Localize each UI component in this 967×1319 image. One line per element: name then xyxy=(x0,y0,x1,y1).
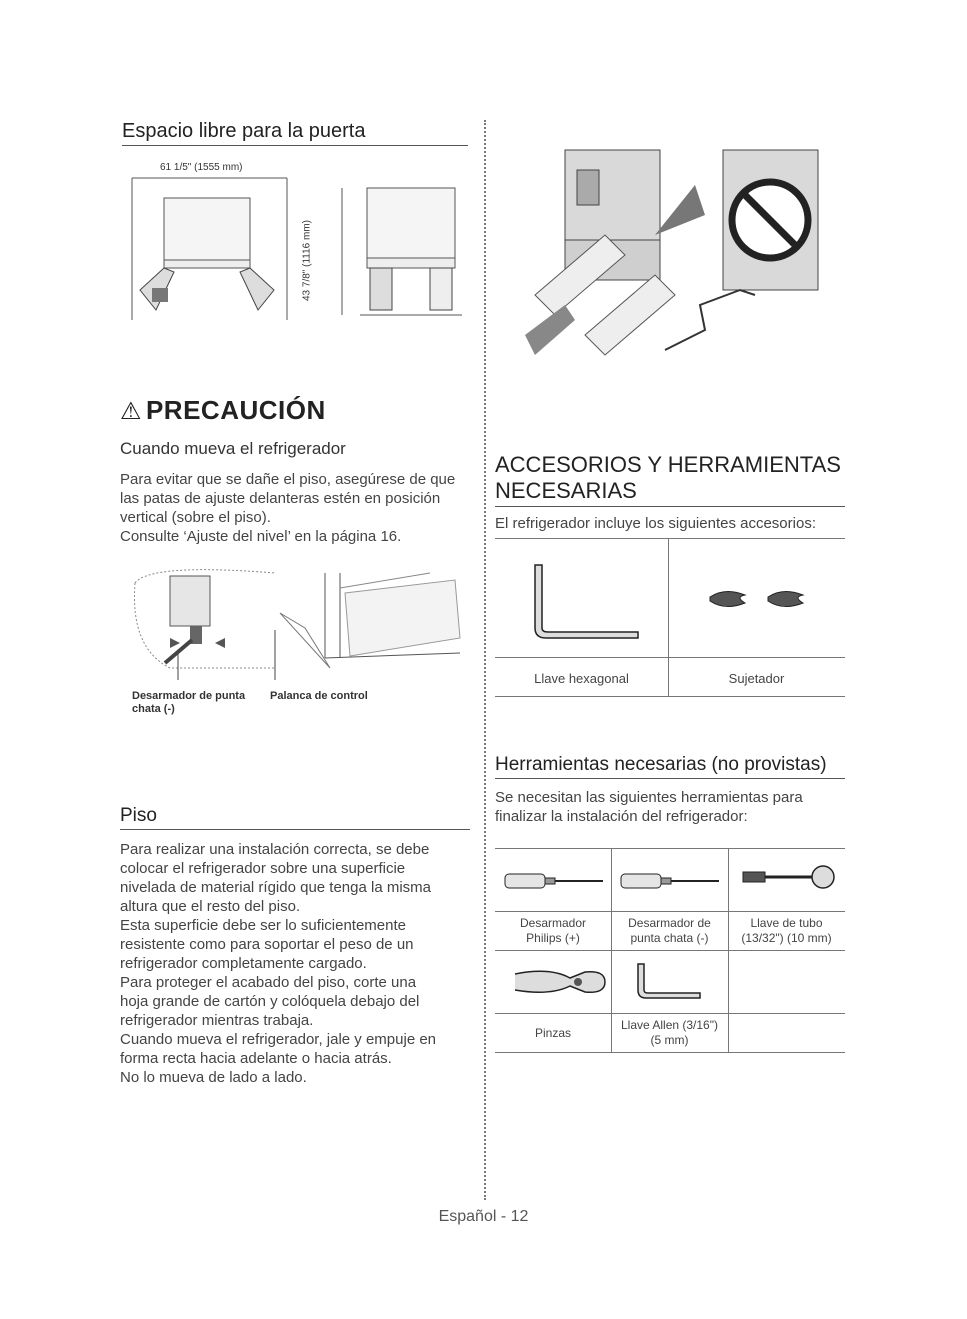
hex-key-icon xyxy=(520,560,650,645)
caution-text-line: Para evitar que se dañe el piso, asegúrese de que xyxy=(120,471,456,488)
table-rule xyxy=(495,696,845,697)
caution-text-line: las patas de ajuste delanteras estén en posición xyxy=(120,490,441,507)
tools-title: Herramientas necesarias (no provistas) xyxy=(495,754,845,779)
accessories-title-line: NECESARIAS xyxy=(495,478,637,503)
accessories-title-line: ACCESORIOS Y HERRAMIENTAS xyxy=(495,452,841,477)
floor-text-line: colocar el refrigerador sobre una superficie xyxy=(120,860,406,877)
allen-key-icon xyxy=(630,960,710,1006)
tool-label-line: Desarmador xyxy=(519,916,587,930)
tool-label xyxy=(611,1018,728,1048)
floor-text-line: Cuando mueva el refrigerador, jale y empuje en xyxy=(120,1031,437,1048)
floor-text-line: altura que el resto del piso. xyxy=(120,898,301,915)
caution-text-line: Consulte ‘Ajuste del nivel’ en la página 16. xyxy=(120,528,402,545)
floor-text-line: nivelada de material rígido que tenga la misma xyxy=(120,879,432,896)
caution-text xyxy=(120,470,470,546)
table-rule xyxy=(495,911,845,912)
floor-text-line: resistente como para soportar el peso de un xyxy=(120,936,414,953)
accessory-label: Llave hexagonal xyxy=(534,671,629,686)
accessory-label: Sujetador xyxy=(728,671,785,686)
warning-icon: ⚠ xyxy=(120,398,142,425)
caution-title: PRECAUCIÓN xyxy=(145,395,326,425)
column-divider xyxy=(484,120,486,1200)
floor-title: Piso xyxy=(120,805,470,830)
floor-text-line: Esta superficie debe ser lo suficientemente xyxy=(120,917,406,934)
tool-label-line: Philips (+) xyxy=(526,931,580,945)
width-dimension-label: 61 1/5" (1555 mm) xyxy=(160,162,243,173)
floor-text-line: No lo mueva de lado a lado. xyxy=(120,1069,307,1086)
tool-label xyxy=(611,916,728,946)
caution-text-line: vertical (sobre el piso). xyxy=(120,509,271,526)
caution-subtitle: Cuando mueva el refrigerador xyxy=(120,439,346,458)
table-rule xyxy=(495,1013,845,1014)
floor-text-line: Para proteger el acabado del piso, corte una xyxy=(120,974,417,991)
tool-label-line: Llave de tubo xyxy=(750,916,823,930)
accessories-title xyxy=(495,452,845,507)
tool-label-line: (5 mm) xyxy=(650,1033,689,1047)
phillips-screwdriver-icon xyxy=(503,870,608,894)
floor-text-line: forma recta hacia adelante o hacia atrás. xyxy=(120,1050,392,1067)
moving-fridge-illustration xyxy=(505,145,835,375)
door-clearance-figure xyxy=(122,160,472,330)
table-rule xyxy=(495,848,845,849)
tool-label: Pinzas xyxy=(534,1026,572,1040)
table-rule xyxy=(495,538,845,539)
pliers-icon xyxy=(510,962,610,1004)
tool-label xyxy=(728,916,845,946)
floor-text-line: refrigerador mientras trabaja. xyxy=(120,1012,314,1029)
tool-label-line: (13/32") (10 mm) xyxy=(741,931,832,945)
door-clearance-title: Espacio libre para la puerta xyxy=(122,120,468,146)
table-rule xyxy=(495,657,845,658)
caption-control-lever: Palanca de control xyxy=(270,690,368,702)
leg-adjust-drawing xyxy=(130,568,470,683)
height-dimension-label: 43 7/8" (1116 mm) xyxy=(301,220,313,301)
tool-label-line: Llave Allen (3/16") xyxy=(621,1018,718,1032)
floor-text xyxy=(120,840,470,1087)
flathead-screwdriver-icon xyxy=(619,870,724,894)
moving-fridge-drawing xyxy=(505,145,835,375)
floor-text-line: Para realizar una instalación correcta, se debe xyxy=(120,841,430,858)
tools-intro-line: finalizar la instalación del refrigerador: xyxy=(495,808,748,825)
height-dimension-label-wrap xyxy=(297,200,317,330)
tool-label-line: punta chata (-) xyxy=(630,931,709,945)
tools-intro-line: Se necesitan las siguientes herramientas para xyxy=(495,789,803,806)
accessories-intro: El refrigerador incluye los siguientes accesorios: xyxy=(495,515,816,532)
tool-label xyxy=(495,916,611,946)
caption-flathead-screwdriver: Desarmador de punta chata (-) xyxy=(132,690,246,715)
floor-text-line: refrigerador completamente cargado. xyxy=(120,955,367,972)
clip-fastener-icon xyxy=(700,585,820,615)
floor-text-line: hoja grande de cartón y colóquela debajo del xyxy=(120,993,420,1010)
tool-label-line: Desarmador de xyxy=(628,916,711,930)
caution-heading xyxy=(120,395,326,426)
table-rule xyxy=(495,950,845,951)
page-number: Español - 12 xyxy=(438,1208,529,1225)
tools-intro xyxy=(495,788,803,826)
socket-wrench-icon xyxy=(740,862,840,894)
table-rule xyxy=(495,1052,845,1053)
leg-adjust-figure xyxy=(130,568,470,683)
